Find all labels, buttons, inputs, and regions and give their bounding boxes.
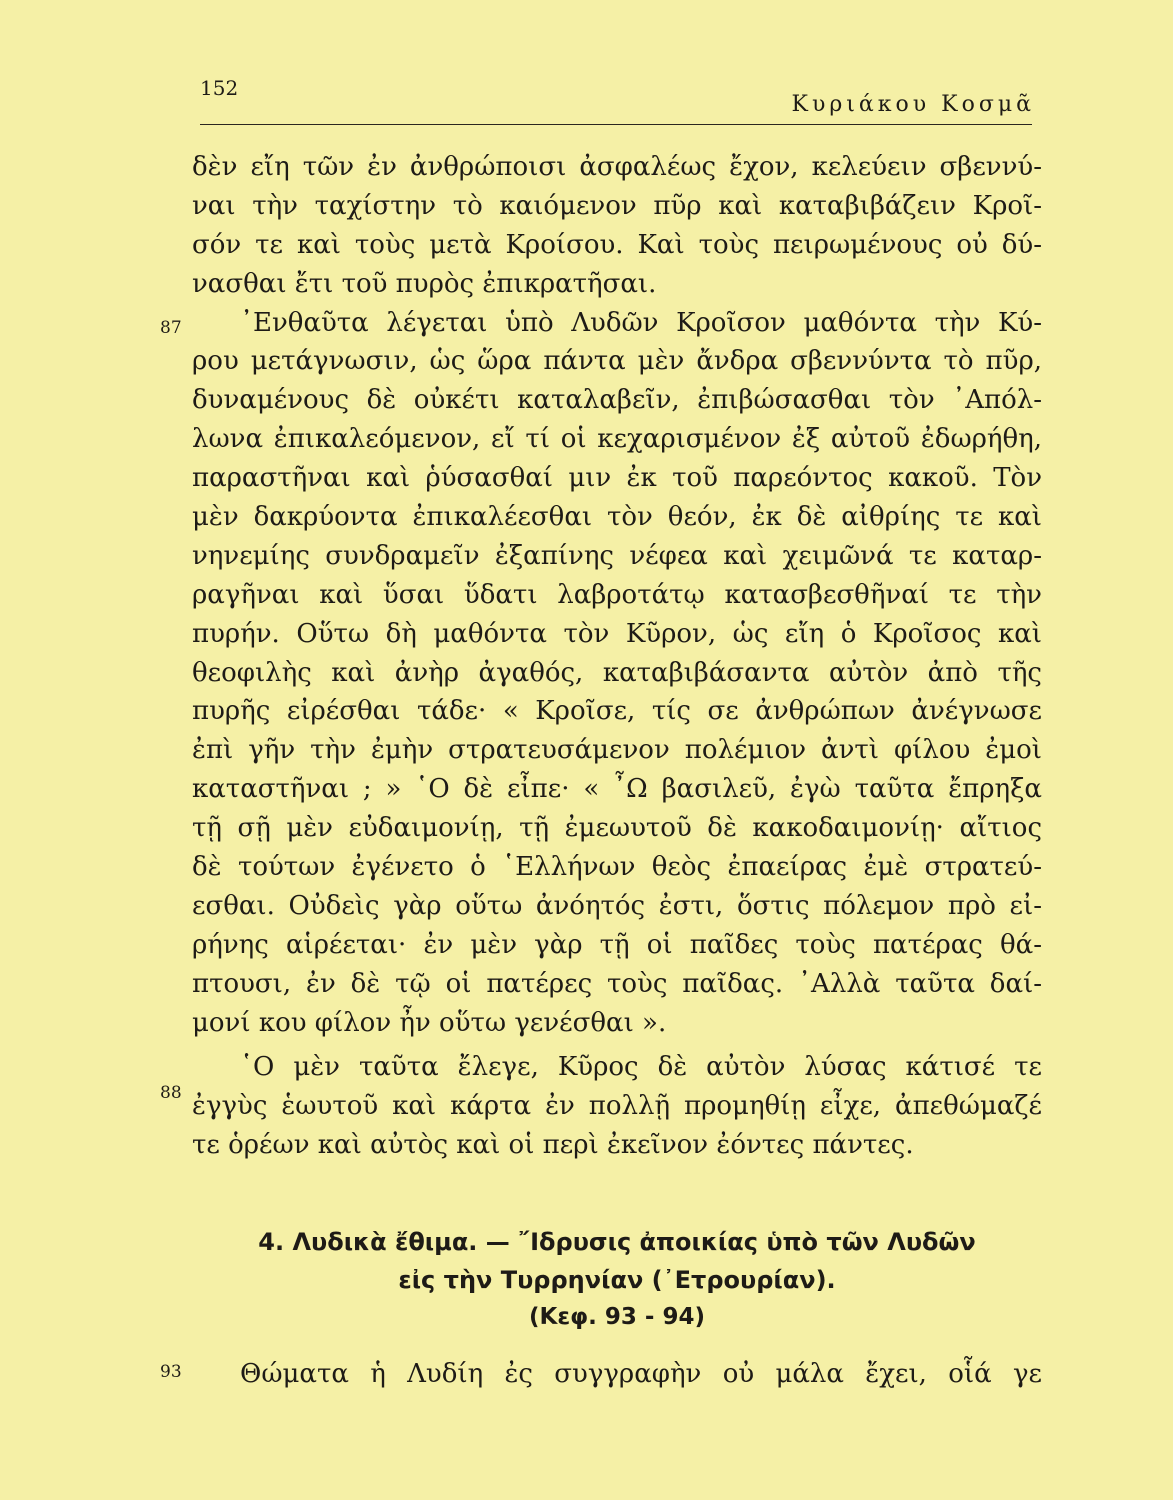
main-text (192, 148, 1042, 1165)
text-line: καταστῆναι ; » ῾Ο δὲ εἶπε· « ῏Ω βασιλεῦ, ἐγὼ ταῦτα ἔπρηξα (192, 774, 1042, 805)
running-head: Κυριάκου Κοσμᾶ (791, 92, 1035, 117)
page-number: 152 (200, 76, 239, 100)
text-line: Θώματα ἡ Λυδίη ἐς συγγραφὴν οὐ μάλα ἔχει, οἷά γε (240, 1359, 1042, 1389)
text-line: τε ὁρέων καὶ αὐτὸς καὶ οἱ περὶ ἐκεῖνον ἐόντες πάντες. (192, 1130, 914, 1161)
margin-number-88: 88 (160, 1083, 182, 1103)
section-heading-subtitle: εἰς τὴν Τυρρηνίαν (᾿Ετρουρίαν). (398, 1266, 836, 1294)
text-line: εσθαι. Οὐδεὶς γὰρ οὕτω ἀνόητός ἐστι, ὅστις πόλεμον πρὸ εἰ- (192, 890, 1042, 921)
text-line: ναι τὴν ταχίστην τὸ καιόμενον πῦρ καὶ καταβιβάζειν Κροῖ- (192, 190, 1042, 221)
text-line: θεοφιλὴς καὶ ἀνὴρ ἀγαθός, καταβιβάσαντα αὐτὸν ἀπὸ τῆς (192, 657, 1042, 688)
text-line: μὲν δακρύοντα ἐπικαλέεσθαι τὸν θεόν, ἐκ δὲ αἰθρίης τε καὶ (192, 502, 1042, 533)
text-line: ῾Ο μὲν ταῦτα ἔλεγε, Κῦρος δὲ αὐτὸν λύσας κάτισέ τε (240, 1052, 1042, 1083)
text-line: ᾿Ενθαῦτα λέγεται ὑπὸ Λυδῶν Κροῖσον μαθόντα τὴν Κύ- (240, 307, 1042, 338)
text-line: σόν τε καὶ τοὺς μετὰ Κροίσου. Καὶ τοὺς πειρωμένους οὐ δύ- (192, 229, 1042, 260)
text-line: μονί κου φίλον ἦν οὕτω γενέσθαι ». (192, 1007, 667, 1038)
text-line: ραγῆναι καὶ ὕσαι ὕδατι λαβροτάτῳ κατασβεσθῆναί τε τὴν (192, 579, 1042, 610)
text-line: δὲ τούτων ἐγένετο ὁ ῾Ελλήνων θεὸς ἐπαείρας ἐμὲ στρατεύ- (192, 852, 1042, 883)
text-line: ρου μετάγνωσιν, ὡς ὥρα πάντα μὲν ἄνδρα σβεννύντα τὸ πῦρ, (192, 346, 1042, 377)
margin-number-87: 87 (160, 318, 182, 338)
text-line: παραστῆναι καὶ ῥύσασθαί μιν ἐκ τοῦ παρεόντος κακοῦ. Τὸν (192, 463, 1042, 494)
text-line: ἐπὶ γῆν τὴν ἐμὴν στρατευσάμενον πολέμιον ἀντὶ φίλου ἐμοὶ (192, 735, 1042, 766)
text-line: πυρῆς εἰρέσθαι τάδε· « Κροῖσε, τίς σε ἀνθρώπων ἀνέγνωσε (192, 696, 1042, 727)
section-heading-chapters: (Κεφ. 93 - 94) (529, 1304, 705, 1330)
text-line: πυρήν. Οὕτω δὴ μαθόντα τὸν Κῦρον, ὡς εἴη ὁ Κροῖσος καὶ (192, 618, 1042, 649)
text-line: δυναμένους δὲ οὐκέτι καταλαβεῖν, ἐπιβώσασθαι τὸν ᾿Απόλ- (192, 385, 1042, 416)
text-line: λωνα ἐπικαλεόμενον, εἴ τί οἱ κεχαρισμένον ἐξ αὐτοῦ ἐδωρήθη, (192, 424, 1042, 455)
header-rule (200, 124, 1032, 125)
final-paragraph (192, 1355, 1042, 1394)
text-line: πτουσι, ἐν δὲ τῷ οἱ πατέρες τοὺς παῖδας. ᾿Αλλὰ ταῦτα δαί- (192, 968, 1042, 999)
text-line: τῇ σῇ μὲν εὐδαιμονίῃ, τῇ ἐμεωυτοῦ δὲ κακοδαιμονίῃ· αἴτιος (192, 813, 1042, 844)
text-line: ἐγγὺς ἑωυτοῦ καὶ κάρτα ἐν πολλῇ προμηθίῃ εἶχε, ἀπεθώμαζέ (192, 1091, 1042, 1122)
margin-number-93: 93 (160, 1362, 182, 1382)
text-line: δὲν εἴη τῶν ἐν ἀνθρώποισι ἀσφαλέως ἔχον, κελεύειν σβεννύ- (192, 152, 1042, 182)
text-line: ρήνης αἱρέεται· ἐν μὲν γὰρ τῇ οἱ παῖδες τοὺς πατέρας θά- (192, 929, 1042, 960)
text-line: νηνεμίης συνδραμεῖν ἐξαπίνης νέφεα καὶ χειμῶνά τε καταρ- (192, 540, 1042, 571)
text-line: νασθαι ἔτι τοῦ πυρὸς ἐπικρατῆσαι. (192, 268, 657, 299)
section-heading-title: 4. Λυδικὰ ἔθιμα. — ῎Ιδρυσις ἀποικίας ὑπὸ τῶν Λυδῶν (258, 1228, 976, 1256)
